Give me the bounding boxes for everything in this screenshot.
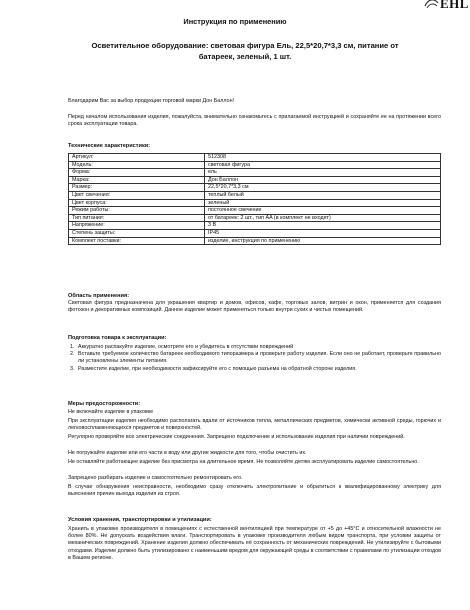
logo-swoosh-icon xyxy=(424,0,440,11)
application-text: Световая фигура предназначена для украшения квартир и домов, офисов, кафе, торговых залов, витрин и окон, применяется для создания фотозон и декоративных композиций. Данное изделие может применяться только внутри сухих и чистых помещений. xyxy=(68,300,441,314)
spec-key: Тип питания: xyxy=(69,214,205,222)
specs-row xyxy=(69,176,441,184)
spec-value: постоянное свечение xyxy=(205,207,441,215)
spec-key: Модель: xyxy=(69,161,205,169)
specs-table xyxy=(68,153,441,245)
spec-value: зеленый xyxy=(205,199,441,207)
spec-key: Режим работы: xyxy=(69,207,205,215)
brand-logo xyxy=(424,0,469,13)
spec-value: изделие, инструкция по применению xyxy=(205,237,441,245)
specs-row xyxy=(69,229,441,237)
spec-key: Цвет корпуса: xyxy=(69,199,205,207)
specs-row xyxy=(69,214,441,222)
spec-value: световая фигура xyxy=(205,161,441,169)
specs-row xyxy=(69,207,441,215)
precaution-item: Не включайте изделие в упаковке xyxy=(68,409,154,415)
spec-key: Артикул: xyxy=(69,154,205,162)
intro-text: Перед началом использования изделия, пожалуйста, внимательно ознакомьтесь с прилагаемой инструкцией и сохраняйте ее на протяжении всего срока эксплуатации товара. xyxy=(68,114,441,128)
greeting-text: Благодарим Вас за выбор продукции торговой марки Дон Баллон! xyxy=(68,98,235,104)
spec-key: Форма: xyxy=(69,169,205,177)
spec-value: от батареек: 2 шт., тип AA (в комплект не входят) xyxy=(205,214,441,222)
precaution-item: В случае обнаружения неисправности, необходимо сразу отключить электропитание и обратиться к квалифицированному электрику для выяснения причин выхода изделия из строя. xyxy=(68,484,441,498)
product-title: Осветительное оборудование: световая фигура Ель, 22,5*20,7*3,3 см, питание от батареек, зеленый, 1 шт. xyxy=(91,41,399,61)
preparation-step: 3. Разместите изделие, при необходимости зафиксируйте его с помощью разъема на обратной стороне изделия. xyxy=(70,365,357,372)
specs-row xyxy=(69,222,441,230)
storage-text: Хранить в упаковке производителя в помещениях с естественной вентиляцией при температуре от +5 до +45°С и относительной влажности не более 80%. Не допускать воздействия влаги. Транспортировать в упаковке производителя любым видом транспорта, при условии защиты от механических повреждений. Хранение изделия должно обеспечивать её сохранность от механических повреждений. Не утилизируйте с бытовыми отходами. Изделие должно быть утилизировано с наименьшим вредом для окружающей среды в соответствии с правилами по утилизации отходов в Вашем регионе. xyxy=(68,526,441,561)
spec-value: ель xyxy=(205,169,441,177)
spec-value: 22,5*20,7*3,3 см xyxy=(205,184,441,192)
precaution-item: Регулярно проверяйте все электрические соединения. Запрещено подключение и использование изделия при наличии повреждений. xyxy=(68,434,405,440)
preparation-step: 1. Аккуратно распакуйте изделие, осмотрите его и убедитесь в отсутствии повреждений xyxy=(70,344,294,350)
spec-key: Марка: xyxy=(69,176,205,184)
spec-value: IP45 xyxy=(205,229,441,237)
spec-value: 512308 xyxy=(205,154,441,162)
specs-row xyxy=(69,169,441,177)
specs-heading: Технические характеристики: xyxy=(68,143,151,149)
spec-value: 3 В xyxy=(205,222,441,230)
spec-key: Напряжение: xyxy=(69,222,205,230)
specs-row xyxy=(69,184,441,192)
specs-row xyxy=(69,199,441,207)
precaution-item: При эксплуатации изделия необходимо располагать вдали от источников тепла, металлических предметов, химически активной среды, горючих и легковоспламеняющихся предметов и поверхностей. xyxy=(68,418,441,432)
spec-key: Степень защиты: xyxy=(69,229,205,237)
spec-key: Цвет свечения: xyxy=(69,191,205,199)
preparation-steps xyxy=(68,344,441,373)
specs-row xyxy=(69,191,441,199)
document-title: Инструкция по применению xyxy=(183,17,287,26)
spec-value: теплый белый xyxy=(205,191,441,199)
specs-row xyxy=(69,237,441,245)
precaution-item: Не погружайте изделие или его части в воду или другие жидкости для того, чтобы очистить их. xyxy=(68,450,307,456)
spec-key: Размер: xyxy=(69,184,205,192)
spec-value: Дон Баллон xyxy=(205,176,441,184)
preparation-heading: Подготовка товара к эксплуатации: xyxy=(68,335,167,341)
specs-row xyxy=(69,161,441,169)
logo-text: EHL xyxy=(440,0,469,11)
spec-key: Комплект поставки: xyxy=(69,237,205,245)
precaution-item: Не оставляйте работающее изделие без присмотра на длительное время. Не позволяйте детям эксплуатировать изделие самостоятельно. xyxy=(68,459,419,465)
precaution-item: Запрещено разбирать изделие и самостоятельно ремонтировать его. xyxy=(68,475,243,481)
storage-heading: Условия хранения, транспортировки и утилизации: xyxy=(68,517,212,523)
preparation-step: 2. Вставьте требуемое количество батареек необходимого типоразмера и проверьте работу изделия. Если оно не работает, проверьте правильно ли установлены элементы питания. xyxy=(70,351,441,365)
precautions-heading: Меры предосторожности: xyxy=(68,401,141,407)
specs-row xyxy=(69,154,441,162)
application-heading: Область применения: xyxy=(68,293,130,299)
